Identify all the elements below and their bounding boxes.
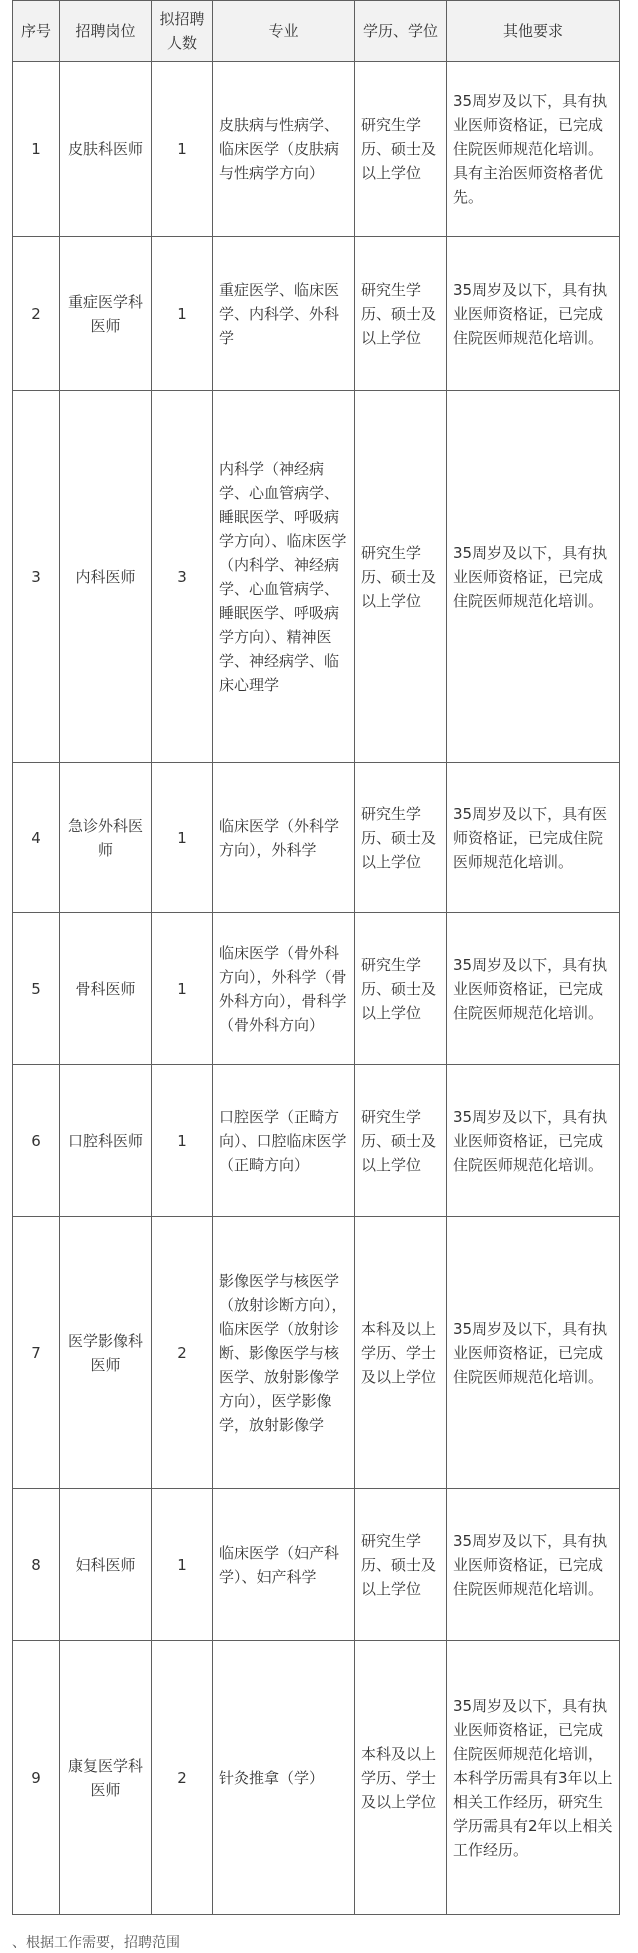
cell-other: 35周岁及以下，具有执业医师资格证，已完成住院医师规范化培训。 [447, 1065, 620, 1217]
table-row [13, 763, 620, 913]
cell-no: 1 [13, 62, 60, 237]
recruitment-table [12, 0, 620, 1915]
table-row [13, 1065, 620, 1217]
table-row [13, 237, 620, 391]
table-row [13, 62, 620, 237]
cell-count: 1 [152, 62, 213, 237]
footer-note: 、根据工作需要，招聘范围 [12, 1935, 180, 1951]
cell-count: 2 [152, 1217, 213, 1489]
cell-no: 9 [13, 1641, 60, 1915]
header-other: 其他要求 [447, 1, 620, 62]
table-row [13, 1489, 620, 1641]
cell-no: 3 [13, 391, 60, 763]
cell-count: 1 [152, 237, 213, 391]
cell-major: 临床医学（妇产科学）、妇产科学 [213, 1489, 355, 1641]
cell-major: 针灸推拿（学） [213, 1641, 355, 1915]
header-no: 序号 [13, 1, 60, 62]
cell-other: 35周岁及以下，具有执业医师资格证，已完成住院医师规范化培训。具有主治医师资格者优先。 [447, 62, 620, 237]
cell-no: 7 [13, 1217, 60, 1489]
cell-education: 研究生学历、硕士及以上学位 [355, 237, 447, 391]
table-row [13, 1641, 620, 1915]
cell-other: 35周岁及以下，具有执业医师资格证，已完成住院医师规范化培训。 [447, 391, 620, 763]
cell-major: 内科学（神经病学、心血管病学、睡眠医学、呼吸病学方向）、临床医学（内科学、神经病学、心血管病学、睡眠医学、呼吸病学方向）、精神医学、神经病学、临床心理学 [213, 391, 355, 763]
cell-other: 35周岁及以下，具有执业医师资格证，已完成住院医师规范化培训。 [447, 1217, 620, 1489]
cell-other: 35周岁及以下，具有执业医师资格证，已完成住院医师规范化培训。 [447, 913, 620, 1065]
cell-other: 35周岁及以下，具有医师资格证，已完成住院医师规范化培训。 [447, 763, 620, 913]
cell-no: 4 [13, 763, 60, 913]
header-education: 学历、学位 [355, 1, 447, 62]
cell-education: 研究生学历、硕士及以上学位 [355, 62, 447, 237]
header-position: 招聘岗位 [60, 1, 152, 62]
cell-count: 1 [152, 1489, 213, 1641]
cell-count: 1 [152, 763, 213, 913]
cell-position: 内科医师 [60, 391, 152, 763]
cell-count: 2 [152, 1641, 213, 1915]
cell-no: 2 [13, 237, 60, 391]
cell-position: 骨科医师 [60, 913, 152, 1065]
cell-position: 妇科医师 [60, 1489, 152, 1641]
cell-major: 临床医学（骨外科方向），外科学（骨外科方向），骨科学（骨外科方向） [213, 913, 355, 1065]
cell-education: 本科及以上学历、学士及以上学位 [355, 1217, 447, 1489]
cell-other: 35周岁及以下，具有执业医师资格证，已完成住院医师规范化培训，本科学历需具有3年以上相关工作经历，研究生学历需具有2年以上相关工作经历。 [447, 1641, 620, 1915]
header-count: 拟招聘人数 [152, 1, 213, 62]
recruitment-document [12, 0, 620, 1915]
cell-position: 重症医学科医师 [60, 237, 152, 391]
cell-no: 8 [13, 1489, 60, 1641]
cell-major: 重症医学、临床医学、内科学、外科学 [213, 237, 355, 391]
cell-position: 康复医学科医师 [60, 1641, 152, 1915]
table-row [13, 1217, 620, 1489]
cell-position: 急诊外科医师 [60, 763, 152, 913]
cell-count: 3 [152, 391, 213, 763]
cell-education: 研究生学历、硕士及以上学位 [355, 1489, 447, 1641]
cell-count: 1 [152, 1065, 213, 1217]
cell-major: 临床医学（外科学方向），外科学 [213, 763, 355, 913]
cell-count: 1 [152, 913, 213, 1065]
cell-other: 35周岁及以下，具有执业医师资格证，已完成住院医师规范化培训。 [447, 237, 620, 391]
cell-major: 口腔医学（正畸方向）、口腔临床医学（正畸方向） [213, 1065, 355, 1217]
header-major: 专业 [213, 1, 355, 62]
cell-position: 口腔科医师 [60, 1065, 152, 1217]
cell-position: 医学影像科医师 [60, 1217, 152, 1489]
cell-no: 5 [13, 913, 60, 1065]
cell-education: 研究生学历、硕士及以上学位 [355, 913, 447, 1065]
cell-position: 皮肤科医师 [60, 62, 152, 237]
table-header-row [13, 1, 620, 62]
cell-no: 6 [13, 1065, 60, 1217]
cell-education: 研究生学历、硕士及以上学位 [355, 763, 447, 913]
cell-major: 影像医学与核医学（放射诊断方向），临床医学（放射诊断、影像医学与核医学、放射影像学方向），医学影像学，放射影像学 [213, 1217, 355, 1489]
cell-education: 研究生学历、硕士及以上学位 [355, 1065, 447, 1217]
cell-major: 皮肤病与性病学、临床医学（皮肤病与性病学方向） [213, 62, 355, 237]
cell-education: 本科及以上学历、学士及以上学位 [355, 1641, 447, 1915]
table-row [13, 913, 620, 1065]
cell-education: 研究生学历、硕士及以上学位 [355, 391, 447, 763]
cell-other: 35周岁及以下，具有执业医师资格证，已完成住院医师规范化培训。 [447, 1489, 620, 1641]
table-row [13, 391, 620, 763]
